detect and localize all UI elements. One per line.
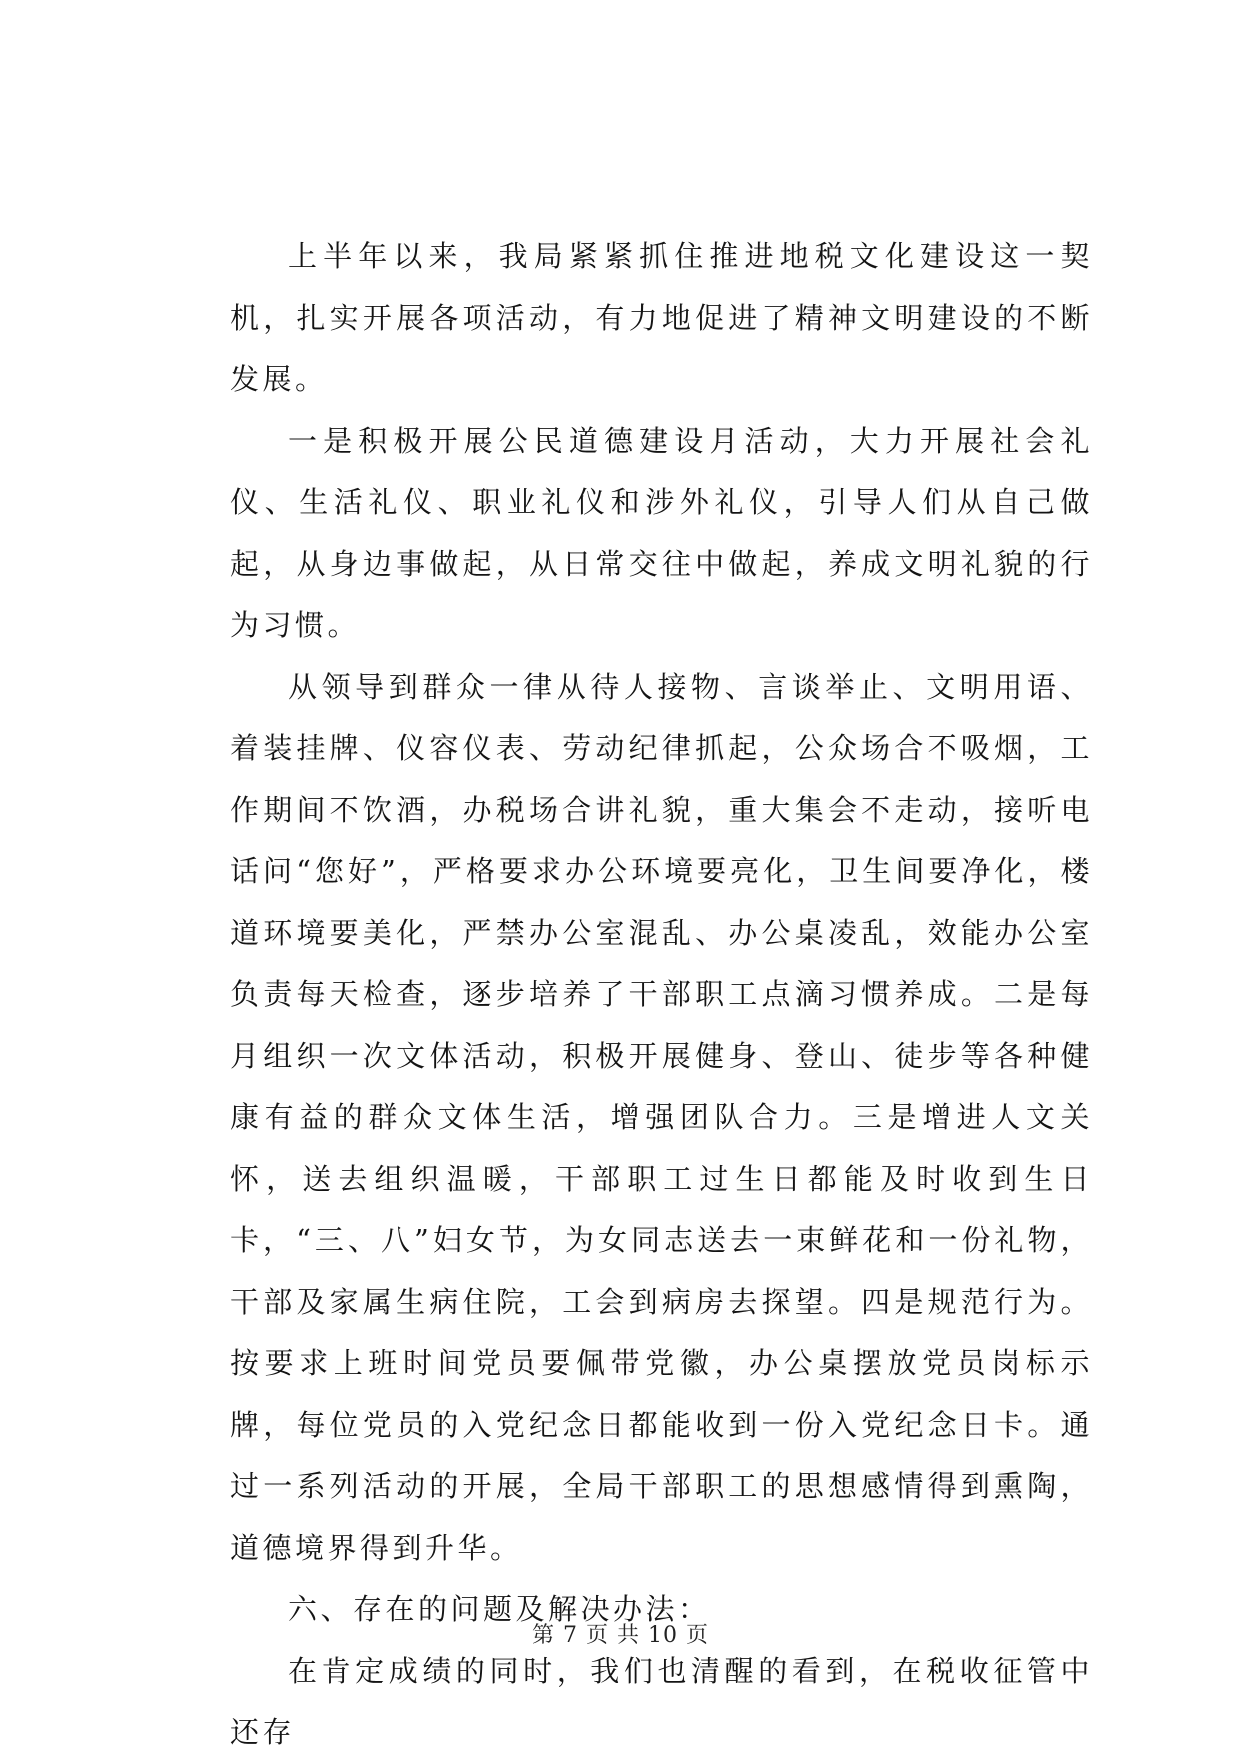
paragraph-intro: 上半年以来，我局紧紧抓住推进地税文化建设这一契机，扎实开展各项活动，有力地促进了精神文明建设的不断发展。 xyxy=(230,239,1093,396)
page-number-footer: 第 7 页 共 10 页 xyxy=(532,1623,709,1648)
document-body xyxy=(230,226,1093,1764)
paragraph-section-heading: 六、存在的问题及解决办法： xyxy=(288,1592,711,1626)
paragraph-moral-month: 一是积极开展公民道德建设月活动，大力开展社会礼仪、生活礼仪、职业礼仪和涉外礼仪，引导人们从自己做起，从身边事做起，从日常交往中做起，养成文明礼貌的行为习惯。 xyxy=(230,423,1093,642)
paragraph-conduct: 从领导到群众一律从待人接物、言谈举止、文明用语、着装挂牌、仪容仪表、劳动纪律抓起，公众场合不吸烟，工作期间不饮酒，办税场合讲礼貌，重大集会不走动，接听电话问“您好”，严格要求办公环境要亮化，卫生间要净化，楼道环境要美化，严禁办公室混乱、办公桌凌乱，效能办公室负责每天检查，逐步培养了干部职工点滴习惯养成。二是每月组织一次文体活动，积极开展健身、登山、徒步等各种健康有益的群众文体生活，增强团队合力。三是增进人文关怀，送去组织温暖，干部职工过生日都能及时收到生日卡，“三、八”妇女节，为女同志送去一束鲜花和一份礼物，干部及家属生病住院，工会到病房去探望。四是规范行为。按要求上班时间党员要佩带党徽，办公桌摆放党员岗标示牌，每位党员的入党纪念日都能收到一份入党纪念日卡。通过一系列活动的开展，全局干部职工的思想感情得到熏陶，道德境界得到升华。 xyxy=(230,669,1093,1565)
paragraph-problems: 在肯定成绩的同时，我们也清醒的看到，在税收征管中还存 xyxy=(230,1653,1093,1749)
